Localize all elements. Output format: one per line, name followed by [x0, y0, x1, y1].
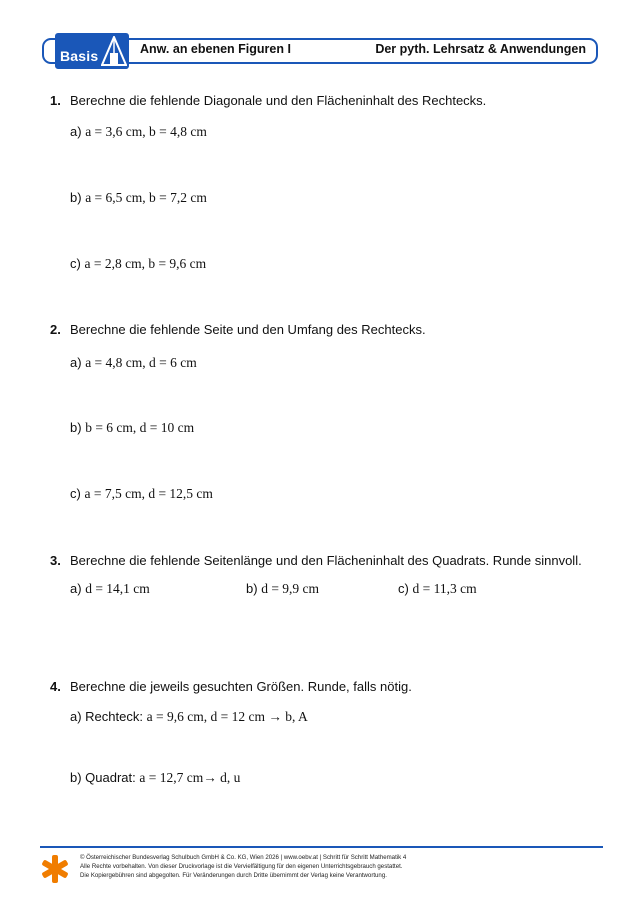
task-number: 3.: [50, 553, 61, 568]
task-2c: [70, 486, 213, 502]
task-number: 1.: [50, 93, 61, 108]
task-3c: [398, 581, 477, 597]
item-label: a): [70, 124, 82, 139]
item-label: c): [70, 256, 81, 271]
item-label: b) Quadrat:: [70, 770, 136, 785]
item-math: a = 7,5 cm, d = 12,5 cm: [84, 486, 213, 501]
item-math: a = 4,8 cm, d = 6 cm: [85, 355, 197, 370]
triangle-icon: [101, 36, 127, 66]
item-label: a): [70, 581, 82, 596]
item-label: b): [70, 420, 82, 435]
item-math: d = 14,1 cm: [85, 581, 150, 596]
task-text: Berechne die fehlende Diagonale und den Flächeninhalt des Rechtecks.: [70, 93, 487, 108]
item-label: c): [70, 486, 81, 501]
item-label: b): [246, 581, 258, 596]
task-4-heading: [50, 679, 412, 694]
item-label: b): [70, 190, 82, 205]
task-3b: [246, 581, 319, 597]
item-label: a) Rechteck:: [70, 709, 143, 724]
footer-line-1: © Österreichischer Bundesverlag Schulbuch GmbH & Co. KG, Wien 2026 | www.oebv.at | Schritt für Schritt Mathematik 4: [80, 854, 407, 861]
task-2a: [70, 355, 197, 371]
item-label: c): [398, 581, 409, 596]
task-number: 4.: [50, 679, 61, 694]
task-text: Berechne die jeweils gesuchten Größen. Runde, falls nötig.: [70, 679, 412, 694]
footer-line-3: Die Kopiergebühren sind abgegolten. Für Veränderungen durch Dritte übernimmt der Verlag keine Verantwortung.: [80, 872, 387, 879]
task-1c: [70, 256, 206, 272]
item-math: d = 9,9 cm: [261, 581, 320, 596]
task-2-heading: [50, 322, 426, 337]
footer-divider: [40, 846, 603, 848]
task-1a: [70, 124, 207, 140]
item-math: a = 3,6 cm, b = 4,8 cm: [85, 124, 207, 139]
item-math: a = 12,7 cm→ d, u: [139, 770, 241, 785]
task-3-heading: [50, 553, 582, 568]
worksheet-topic: Anw. an ebenen Figuren I: [140, 42, 291, 56]
footer-copyright: [80, 853, 406, 880]
task-text: Berechne die fehlende Seitenlänge und den Flächeninhalt des Quadrats. Runde sinnvoll.: [70, 553, 582, 568]
level-badge: [55, 33, 129, 69]
publisher-logo-icon: [40, 854, 70, 884]
task-4a: [70, 709, 308, 725]
task-1-heading: [50, 93, 486, 108]
badge-label: Basis: [60, 48, 99, 64]
item-math: b = 6 cm, d = 10 cm: [85, 420, 195, 435]
footer-line-2: Alle Rechte vorbehalten. Von dieser Druckvorlage ist die Vervielfältigung für den eigenen Unterrichtsgebrauch gestattet.: [80, 863, 403, 870]
item-math: a = 2,8 cm, b = 9,6 cm: [84, 256, 207, 271]
task-3a: [70, 581, 150, 597]
chapter-title: Der pyth. Lehrsatz & Anwendungen: [375, 42, 586, 56]
task-4b: [70, 770, 240, 786]
item-label: a): [70, 355, 82, 370]
item-math: d = 11,3 cm: [412, 581, 477, 596]
item-math: a = 6,5 cm, b = 7,2 cm: [85, 190, 207, 205]
task-text: Berechne die fehlende Seite und den Umfang des Rechtecks.: [70, 322, 426, 337]
task-number: 2.: [50, 322, 61, 337]
item-math: a = 9,6 cm, d = 12 cm → b, A: [146, 709, 308, 724]
task-2b: [70, 420, 194, 436]
task-1b: [70, 190, 207, 206]
